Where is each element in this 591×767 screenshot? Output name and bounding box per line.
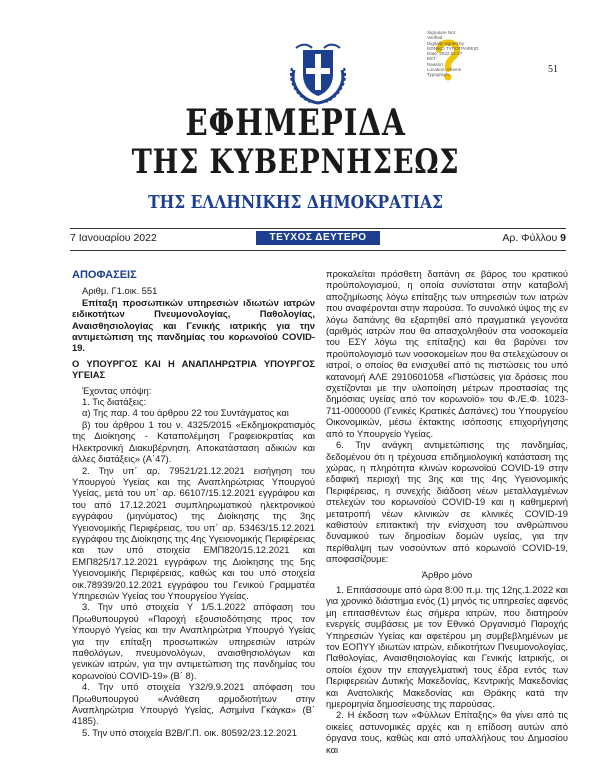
- paragraph: Άρθρο μόνο: [421, 568, 473, 580]
- paragraph: προκαλείται πρόσθετη δαπάνη σε βάρος του κρατικού προϋπολογισμού, η οποία συνίσταται στην καταβολή αποζημίωσης λόγω επίταξης των υπηρεσιών των ιατρών που αναφέρονται στην παρούσα. Το συνολικό ύψος της εν λόγω δαπάνης θα εξαρτηθεί από πραγματικά γεγονότα (αριθμός ιατρών που θα απασχοληθούν στα νοσοκομεία του ΕΣΥ λόγω της επίταξης) και θα βαρύνει τον προϋπολογισμό των νοσοκομείων που θα στελεχώσουν οι ιατροί, ο οποίος θα ενισχυθεί από τις πιστώσεις του υπό κατανομή ΑΛΕ 2910601058 «Πιστώσεις για δράσεις που σχετίζονται με την υλοποίηση μέτρων προστασίας της δημόσιας υγείας από τον κορωνοϊό» του Φ./Ε.Φ. 1023-711-0000000 (Γενικές Κρατικές Δαπάνες) του Υπουργείου Οικονομικών, μέσω έκτακτης ισόποσης επιχορήγησης από το Υπουργείο Υγείας.: [326, 268, 568, 439]
- paragraph: Αριθμ. Γ1.οικ. 551: [82, 285, 158, 297]
- greek-coat-of-arms-icon: [286, 40, 350, 106]
- signature-text: [427, 30, 478, 78]
- gazette-title-line2: ΤΗΣ ΚΥΒΕΡΝΗΣΕΩΣ: [131, 142, 460, 182]
- paragraph: 2. Την υπ΄ αρ. 79521/21.12.2021 εισήγηση του Υπουργού Υγείας και της Αναπληρώτριας Υπουργού Υγείας, μετά του υπ΄ αρ. 66107/15.12.2021 εγγράφου και του από 17.12.2021 συμπληρωματικού ηλεκτρονικού εγγράφου (μηνύματος) της Διοίκησης της 3ης Υγειονομικής Περιφέρειας, του υπ΄ αρ. 53463/15.12.2021 εγγράφου της Διοίκησης της 4ης Υγειονομικής Περιφέρειας και των υπό στοιχεία ΕΜΠ820/15.12.2021 και ΕΜΠ825/17.12.2021 εγγράφων της Διοίκησης της 5ης Υγειονομικής Περιφέρειας, καθώς και του υπό στοιχεία οικ.78939/20.12.2021 εγγράφου του Γενικού Γραμματέα Υπηρεσιών Υγείας του Υπουργείου Υγείας.: [72, 464, 315, 601]
- issue-bar: [70, 232, 566, 246]
- paragraph: 2. Η έκδοση των «Φύλλων Επίταξης» θα γίνει από τις οικείες αστυνομικές αρχές και η επίδοση αυτών από όργανα τους, καθώς και από υπαλλήλους του Δημοσίου και: [326, 709, 568, 755]
- signature-line: Digitally signed by: [427, 40, 465, 46]
- signature-line: ΕΕΤ: [427, 56, 436, 62]
- paragraph: 3. Την υπό στοιχεία Υ 1/5.1.2022 απόφαση του Πρωθυπουργού «Παροχή εξουσιοδότησης προς τον Υπουργό Υγείας και την Αναπληρώτρια Υπουργό Υγείας για την επίταξη προσωπικών υπηρεσιών ιατρών παθολόγων, πνευμονολόγων, αναισθησιολόγων και γενικών ιατρών, για την αντιμετώπιση της πανδημίας του κορωνοϊού COVID-19» (Β΄ 8).: [72, 601, 315, 681]
- paragraph: 1. Τις διατάξεις:: [82, 396, 147, 408]
- paragraph: Έχοντας υπόψη:: [82, 384, 152, 396]
- paragraph: 1. Επιτάσσουμε από ώρα 8:00 π.μ. της 12ης.1.2022 και για χρονικό διάστημα ενός (1) μηνός τις υπηρεσίες αφενός μη επιτασθέντων έως σήμερα ιατρών, που διατηρούν ενεργείς συμβάσεις με τον Εθνικό Οργανισμό Παροχής Υπηρεσιών Υγείας και αφετέρου μη συμβεβλημένων με τον ΕΟΠΥΥ ιδιωτών ιατρών, ειδικοτήτων Πνευμονολογίας, Παθολογίας, Αναισθησιολογίας και Γενικής Ιατρικής, οι οποίοι έχουν την επαγγελματική τους έδρα εντός των Περιφερειών Δυτικής Μακεδονίας, Κεντρικής Μακεδονίας και Ανατολικής Μακεδονίας και Θράκης κατά την ημερομηνία δημοσίευσης της παρούσας.: [326, 583, 568, 710]
- paragraph: α) Της παρ. 4 του άρθρου 22 του Συντάγματος και: [82, 407, 289, 419]
- signature-line: Verified: [427, 35, 443, 41]
- header-divider-top: [70, 228, 566, 229]
- sheet-label: Αρ. Φύλλου: [502, 232, 558, 244]
- signature-line: Date: 2022.01.07: [427, 51, 463, 57]
- paragraph: β) του άρθρου 1 του ν. 4325/2015 «Εκδημοκρατισμός της Διοίκησης - Καταπολέμηση Γραφειοκρατίας και Ηλεκτρονική Διακυβέρνηση. Αποκατάσταση αδικιών και άλλες διατάξεις» (Α΄47).: [72, 418, 315, 465]
- left-text-column: [72, 268, 315, 738]
- signature-line: Location: Athens: [427, 67, 461, 73]
- signature-line: ΕΘΝΙΚΟ ΤΥΠΟΓΡΑΦΕΙΟ: [427, 45, 479, 51]
- paragraph: Επίταξη προσωπικών υπηρεσιών ιδιωτών ιατρών ειδικοτήτων Πνευμονολογίας, Παθολογίας, Αναισθησιολογίας και Γενικής ιατρικής για την αντιμετώπιση της πανδημίας του κορωνοϊού COVID-19.: [72, 296, 315, 354]
- paragraph: ΑΠΟΦΑΣΕΙΣ: [72, 269, 137, 281]
- gazette-title-line1: ΕΦΗΜΕΡΙΔΑ: [185, 102, 406, 144]
- paragraph: 5. Την υπό στοιχεία Β2Β/Γ.Π. οικ. 80592/23.12.2021: [82, 726, 297, 738]
- sheet-number-value: 9: [560, 232, 566, 244]
- signature-line: Typograph: [427, 72, 449, 78]
- digital-signature-stamp: [427, 30, 499, 92]
- sheet-number: [502, 232, 566, 244]
- paragraph: 4. Την υπό στοιχεία Υ32/9.9.2021 απόφαση του Πρωθυπουργού «Ανάθεση αρμοδιοτήτων στην Αναπληρώτρια Υπουργό Υγείας, Ασημίνα Γκάγκα» (Β΄ 4185).: [72, 681, 315, 727]
- paragraph: Ο ΥΠΟΥΡΓΟΣ ΚΑΙ Η ΑΝΑΠΛΗΡΩΤΡΙΑ ΥΠΟΥΡΓΟΣ ΥΓΕΙΑΣ: [72, 357, 315, 381]
- paragraph: 6. Την ανάγκη αντιμετώπισης της πανδημίας, δεδομένου ότι η τρέχουσα επιδημιολογική κατάσταση της χώρας, η πληρότητα κλινών κορωνοϊού COVID-19 στην εδαφική περιοχή της 3ης και της 4ης Υγειονομικής Περιφέρειας, η συνεχής διάδοση νέων μεταλλαγμένων στελεχών του κορωνοϊού COVID-19 και η καθημερινή μετατροπή νέων κλινικών σε κλινικές COVID-19 καθιστούν επιτακτική την ενίσχυση του ανθρώπινου δυναμικού των δημοσίων δομών υγείας, για την περίθαλψη των νοσούντων από κορωνοϊό COVID-19, αποφασίζουμε:: [326, 439, 568, 565]
- gazette-subtitle: ΤΗΣ ΕΛΛΗΝΙΚΗΣ ΔΗΜΟΚΡΑΤΙΑΣ: [148, 192, 443, 213]
- right-text-column: [326, 268, 568, 755]
- page-number: 51: [548, 64, 558, 75]
- header-divider-bottom: [70, 250, 566, 251]
- signature-line: Reason:: [427, 61, 445, 67]
- issue-series-badge: ΤΕΥΧΟΣ ΔΕΥΤΕΡΟ: [256, 231, 380, 245]
- signature-line: Signature Not: [427, 30, 456, 35]
- issue-date: 7 Ιανουαρίου 2022: [70, 232, 157, 244]
